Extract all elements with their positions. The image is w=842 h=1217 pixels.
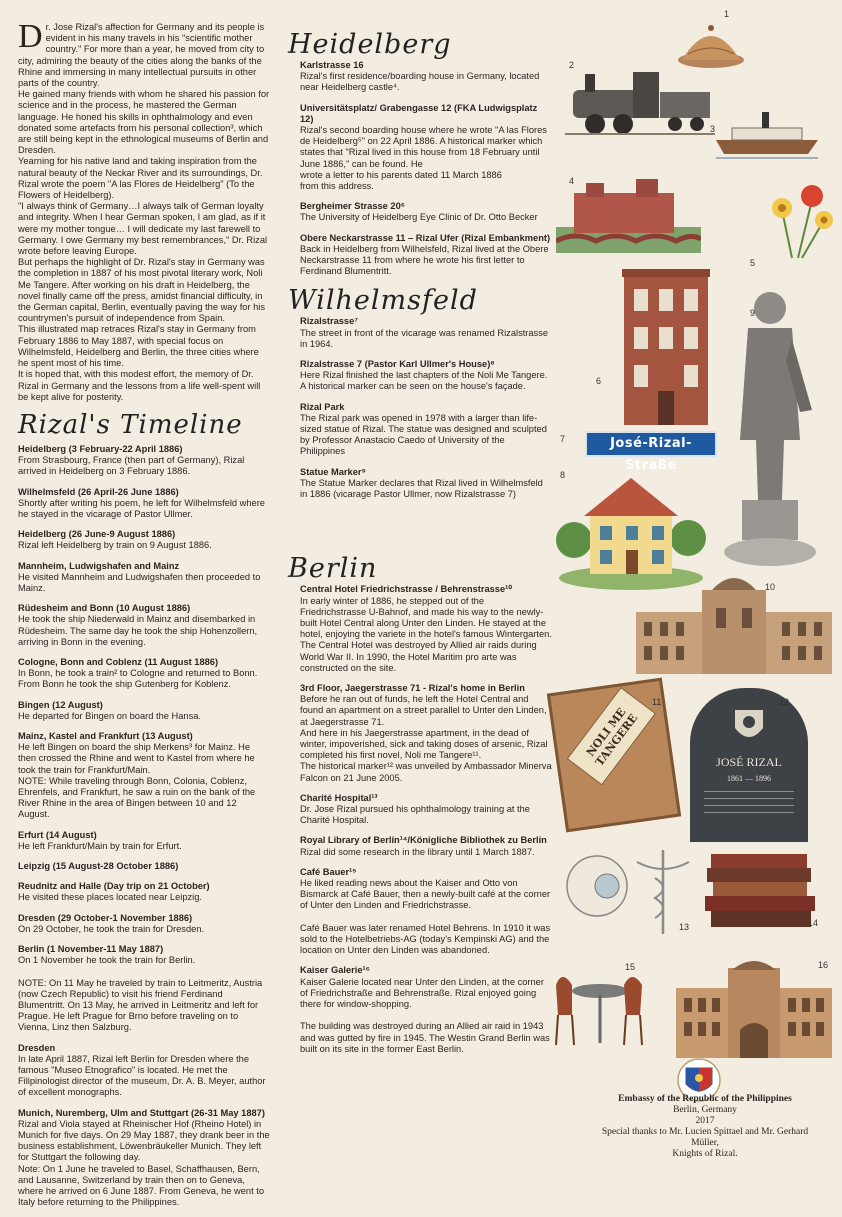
steam-train-illustration <box>565 62 715 140</box>
berlin-entry-text: Dr. Jose Rizal pursued his ophthalmology training at the Charité Hospital. <box>300 803 530 826</box>
berlin-entry <box>300 793 552 827</box>
berlin-entry-text: In early winter of 1886, he stepped out of the Friedrichstrasse U-Bahnof, and made his way to the newly-built Hotel Central along Unter den Linden. He stayed at the hotel, enjoying the varietе in the hotel's famous Wintergarten. The Central Hotel was destroyed by Allied air raids during World War II. In 1990, the Hotel Maritim pro arte was constructed on the site. <box>300 595 552 673</box>
wilhelmsfeld-entry-heading: Rizalstrasse 7 (Pastor Karl Ullmer's House)⁸ <box>300 359 495 370</box>
wilhelmsfeld-entry <box>300 467 552 501</box>
timeline-entry <box>18 830 270 852</box>
timeline-entry-heading: Dresden (29 October-1 November 1886) <box>18 912 193 923</box>
heidelberg-entry-text: Back in Heidelberg from Wilhelsfeld, Rizal lived at the Obere Neckarstrasse 11 from where he wrote his first letter to Ferdinand Blumentritt. <box>300 243 549 277</box>
wilhelmsfeld-entry-heading: Statue Marker⁹ <box>300 466 366 477</box>
book-title: NOLI ME TANGERE <box>567 687 656 785</box>
berlin-entry-heading: 3rd Floor, Jaegerstrasse 71 - Rizal's home in Berlin <box>300 682 525 693</box>
heidelberg-entry <box>300 233 552 278</box>
timeline-entry <box>18 913 270 935</box>
heidelberg-castle-illustration <box>556 175 701 253</box>
seal-icon <box>731 706 767 746</box>
embassy-year: 2017 <box>695 1116 715 1126</box>
timeline-entry-text: Rizal and Viola stayed at Rheinischer Hof (Rheino Hotel) in Munich for five days. On 29 May 1887, they drank beer in the business establishment, Löwenbräukeller Munich. They left for Stuttgart the following day. Note: On 1 June he traveled to Basel, Schaffhausen, Bern, and Lausanne, Switzerland by train then on to Geneva, where he arrived on 6 June 1887. From Geneva, he went to Italy before returning to the Philippines. <box>18 1118 270 1208</box>
timeline-entry-heading: Heidelberg (3 February-22 April 1886) <box>18 443 183 454</box>
timeline-entry-text: On 1 November he took the train for Berlin. NOTE: On 11 May he traveled by train to Leitmeritz, Austria (now Czech Republic) to visit his friend Ferdinand Blumentritt. On 13 May, he arrived in Leitmeritz and left for Prague. He left Prague for Brno before traveling on to Vienna, Linz then Salzburg. <box>18 955 263 1033</box>
berlin-entry-heading: Central Hotel Friedrichstrasse / Behrenstrasse¹⁰ <box>300 584 512 595</box>
timeline-list <box>18 444 270 1209</box>
heidelberg-entry-text: Rizal's second boarding house where he wrote "A las Flores de Heidelberg⁵" on 22 April 1886. A historical marker which states that "Rizal lived in this house from 18 February until June 1886," can be found. He wrote a letter to his parents dated 11 March 1886 from this address. <box>300 125 547 192</box>
timeline-entry <box>18 861 270 872</box>
intro-paragraph: It is hoped that, with this modest effort, the memory of Dr. Rizal in Germany and the lessons from a life well-spent will be kept alive for posterity. <box>18 369 261 402</box>
illustration-number: 12 <box>779 697 790 707</box>
rizal-statue-illustration <box>720 280 820 570</box>
timeline-entry <box>18 700 270 722</box>
heidelberg-entry-heading: Obere Neckarstrasse 11 – Rizal Ufer (Rizal Embankment) <box>300 232 551 243</box>
timeline-entry-heading: Munich, Nuremberg, Ulm and Stuttgart (26-31 May 1887) <box>18 1107 265 1118</box>
timeline-entry-text: He took the ship Niederwald in Mainz and disembarked in Rüdesheim. The same day he took the ship Hohenzollern, arriving in Bonn in the evening. <box>18 614 258 647</box>
heidelberg-entry <box>300 60 552 94</box>
eye-and-caduceus-illustration <box>565 842 695 937</box>
berlin-entry <box>300 683 552 784</box>
timeline-entry-heading: Bingen (12 August) <box>18 699 103 710</box>
berlin-entry-heading: Charité Hospital¹³ <box>300 792 378 803</box>
timeline-entry-heading: Leipzig (15 August-28 October 1886) <box>18 861 179 871</box>
plaque-years: 1861 — 1896 <box>727 774 771 783</box>
intro-lead <box>18 18 270 89</box>
intro-paragraph: But perhaps the highlight of Dr. Rizal's stay in Germany was the completion in 1887 of his most pivotal literary work, Noli Me Tangere. After working on his draft in Heidelberg, the novel finally came off the press, amidst financial difficulty, in the German capital, Berlin, eventually paving the way for his countrymen's pursuit of independence from Spain. <box>18 257 266 324</box>
timeline-entry-text: From Strasbourg, France (then part of Germany), Rizal arrived in Heidelberg on 3 February 1886. <box>18 455 245 477</box>
heidelberg-entry-heading: Karlstrasse 16 <box>300 60 364 70</box>
timeline-entry <box>18 529 270 551</box>
illustration-number: 2 <box>569 60 575 70</box>
special-thanks: Special thanks to Mr. Lucien Spittael and Mr. Gerhard Müller, <box>601 1127 809 1148</box>
timeline-entry-text: Rizal left Heidelberg by train on 9 August 1886. <box>18 540 212 551</box>
timeline-entry <box>18 944 270 1034</box>
illustration-number: 16 <box>818 960 829 970</box>
wilhelmsfeld-entry <box>300 316 552 350</box>
timeline-heading: Rizal's Timeline <box>18 409 243 440</box>
berlin-entry-heading: Café Bauer¹⁵ <box>300 866 357 877</box>
special-thanks-org: Knights of Rizal. <box>672 1149 738 1159</box>
timeline-entry-text: In late April 1887, Rizal left Berlin for Dresden where the famous "Museo Etnografico" is located. He met the Filipinologist director of the museum, Dr. A. B. Meyer, author of excellent monographs. <box>18 1053 266 1098</box>
berlin-entry <box>300 584 552 674</box>
intro-lead-text: r. Jose Rizal's affection for Germany and its people is evident in his many travels in his "scientific mother country." For more than a year, he moved from city to city, admiring the beauty of the cities along the banks of the Rhine and immersing in many intellectual pursuits in other parts of the country. <box>18 22 265 89</box>
timeline-entry <box>18 561 270 595</box>
wilhelmsfeld-entry-text: The Statue Marker declares that Rizal lived in Wilhelmsfeld in 1886 (vicarage Pastor Ullmer, now Rizalstrasse 7) <box>300 477 543 500</box>
embassy-city: Berlin, Germany <box>673 1105 737 1115</box>
flowers-illustration <box>762 180 836 260</box>
timeline-entry <box>18 603 270 648</box>
historical-marker-illustration <box>690 688 808 842</box>
left-column <box>18 18 270 1217</box>
heidelberg-section <box>300 60 552 277</box>
timeline-entry-heading: Heidelberg (26 June-9 August 1886) <box>18 529 176 540</box>
drop-cap: D <box>18 18 43 55</box>
illustration-number: 11 <box>652 697 662 707</box>
timeline-entry-heading: Wilhelmsfeld (26 April-26 June 1886) <box>18 486 179 497</box>
timeline-entry-text: He left Frankfurt/Main by train for Erfurt. <box>18 840 182 851</box>
berlin-entry <box>300 835 552 857</box>
illustration-number: 9 <box>750 308 756 318</box>
street-sign: José-Rizal-Straße <box>585 431 717 457</box>
wilhelmsfeld-section <box>300 316 552 500</box>
embassy-name: Embassy of the Republic of the Philippines <box>618 1094 792 1104</box>
illustration-number: 7 <box>560 434 566 444</box>
kaiser-galerie-illustration <box>668 958 840 1060</box>
timeline-entry-heading: Erfurt (14 August) <box>18 829 97 840</box>
timeline-entry <box>18 881 270 903</box>
illustration-number: 6 <box>596 376 602 386</box>
timeline-entry-text: He visited these places located near Leipzig. <box>18 892 202 903</box>
illustration-number: 1 <box>724 9 730 19</box>
wilhelmsfeld-entry-heading: Rizal Park <box>300 401 345 412</box>
illustration-number: 3 <box>710 124 716 134</box>
illustration-number: 5 <box>750 258 756 268</box>
wilhelmsfeld-entry-text: The Rizal park was opened in 1978 with a larger than life-sized statue of Rizal. The statue was designed and sculpted by Professor Anastacio Caedo of University of the Philippines <box>300 412 547 457</box>
illustration-number: 8 <box>560 470 566 480</box>
heidelberg-entry-text: Rizal's first residence/boarding house in Germany, located near Heidelberg castle⁴. <box>300 71 540 93</box>
intro-paragraph: "I always think of Germany…I always talk of German loyalty and integrity. When I hear German spoken, I am glad, as if it were my mother tongue… I will dedicate my last farewell to Germany. I owe Germany my best remembrances," Dr. Rizal wrote before leaving Europe. <box>18 201 268 257</box>
illustration-number: 15 <box>625 962 636 972</box>
timeline-entry-text: Shortly after writing his poem, he left for Wilhelmsfeld where he stayed in the vicarage of Pastor Ullmer. <box>18 497 265 519</box>
berlin-heading: Berlin <box>288 553 378 585</box>
berlin-entry <box>300 867 552 957</box>
heidelberg-entry-heading: Bergheimer Strasse 20⁶ <box>300 201 406 212</box>
paddle-steamer-illustration <box>712 110 822 162</box>
timeline-entry-text: On 29 October, he took the train for Dresden. <box>18 923 205 934</box>
intro-paragraph: He gained many friends with whom he shared his passion for science and in the process, he mastered the German language. He honed his skills in ophthalmology and even donated some artefacts from his personal collection³, which are still being kept in the ethnological museums of Berlin and Dresden. <box>18 89 270 156</box>
timeline-entry-heading: Reudnitz and Halle (Day trip on 21 October) <box>18 881 210 892</box>
heidelberg-entry-heading: Universitätsplatz/ Grabengasse 12 (FKA Ludwigsplatz 12) <box>300 102 538 124</box>
timeline-entry <box>18 487 270 521</box>
berlin-section <box>300 584 552 1055</box>
illustration-number: 14 <box>808 918 819 928</box>
heidelberg-entry <box>300 103 552 193</box>
book-stack-illustration <box>705 850 820 935</box>
embassy-credits <box>596 1094 814 1160</box>
timeline-entry-heading: Cologne, Bonn and Coblenz (11 August 1886) <box>18 656 219 667</box>
berlin-entry <box>300 965 552 1055</box>
vicarage-building-illustration <box>620 265 712 425</box>
timeline-entry <box>18 1043 270 1099</box>
timeline-entry-heading: Mainz, Kastel and Frankfurt (13 August) <box>18 730 193 741</box>
timeline-entry <box>18 657 270 691</box>
timeline-entry-text: He departed for Bingen on board the Hansa. <box>18 710 201 721</box>
timeline-entry <box>18 731 270 821</box>
middle-column <box>288 29 552 1064</box>
wilhelmsfeld-heading: Wilhelmsfeld <box>288 285 478 317</box>
illustration-number: 4 <box>569 176 575 186</box>
timeline-entry <box>18 1108 270 1209</box>
timeline-entry <box>18 444 270 478</box>
wilhelmsfeld-entry-text: Here Rizal finished the last chapters of the Noli Me Tangere. A historical marker can be seen on the house's façade. <box>300 370 548 392</box>
heidelberg-heading: Heidelberg <box>288 29 452 60</box>
wilhelmsfeld-entry-heading: Rizalstrasse⁷ <box>300 316 359 327</box>
timeline-entry-heading: Rüdesheim and Bonn (10 August 1886) <box>18 603 191 614</box>
berlin-entry-text: He liked reading news about the Kaiser and Otto von Bismarck at Café Bauer, then a newly-built café at the corner of Unter den Linden and Friedrichstrasse. Café Bauer was later renamed Hotel Behrens. In 1910 it was sold to the Hotelbetriebs-AG (today's Kempinski AG) and the location on Unter den Linden was abandoned. <box>300 877 551 956</box>
timeline-entry-text: He visited Mannheim and Ludwigshafen then proceeded to Mainz. <box>18 571 261 593</box>
wilhelmsfeld-entry-text: The street in front of the vicarage was renamed Rizalstrasse in 1964. <box>300 327 549 349</box>
wilhelmsfeld-entry <box>300 402 552 458</box>
illustration-number: 13 <box>679 922 690 932</box>
heidelberg-entry <box>300 201 552 223</box>
central-hotel-illustration <box>632 568 837 678</box>
berlin-entry-heading: Royal Library of Berlin¹⁴/Königliche Bibliothek zu Berlin <box>300 835 547 846</box>
plaque-title: JOSÉ RIZAL <box>716 755 782 769</box>
illustration-number: 10 <box>765 582 776 592</box>
berlin-entry-text: Before he ran out of funds, he left the Hotel Central and found an apartment on a street parallel to Unter den Linden, at Jaegerstrasse 71. And here in his Jaegerstrasse apartment, in the dead of winter, impoverished, sick and taking doses of arsenic, Rizal completed his first novel, Noli me Tangere¹¹. The historical marker¹² was unveiled by Ambassador Minerva Falcon on 21 June 2005. <box>300 694 552 783</box>
wilhelmsfeld-entry <box>300 359 552 393</box>
heidelberg-entry-text: The University of Heidelberg Eye Clinic of Dr. Otto Becker <box>300 212 538 223</box>
timeline-entry-text: He left Bingen on board the ship Merkens³ for Mainz. He then crossed the Rhine and went to Kastel from where he took the train for Frankfurt/Main. NOTE: While traveling through Bonn, Colonia, Coblenz, Ehrenfels, and Frankfurt, he saw a ruin on the bank of the River Rhine in the area of Bingen between 10 and 12 August. <box>18 742 256 820</box>
intro <box>18 18 270 403</box>
intro-paragraph: Yearning for his native land and taking inspiration from the natural beauty of the Neckar River and its surroundings, Dr. Rizal wrote the poem "A las Flores de Heidelberg" (To the Flowers of Heidelberg). <box>18 156 263 201</box>
berlin-entry-text: Rizal did some research in the library until 1 March 1887. <box>300 846 535 857</box>
timeline-entry-heading: Berlin (1 November-11 May 1887) <box>18 944 164 955</box>
timeline-entry-heading: Mannheim, Ludwigshafen and Mainz <box>18 560 180 571</box>
timeline-entry-text: In Bonn, he took a train² to Cologne and returned to Bonn. From Bonn he took the ship Gutenberg for Koblenz. <box>18 668 258 690</box>
timeline-entry-heading: Dresden <box>18 1042 56 1053</box>
berlin-entry-text: Kaiser Galerie located near Unter den Linden, at the corner of Friedrichstraße and Behrenstraße. Rizal enjoyed going there for window-shopping. The building was destroyed during an Allied air raid in 1943 and was gutted by fire in 1945. The Westin Grand Berlin was built on its site in the former East Berlin. <box>300 976 550 1054</box>
intro-paragraph: This illustrated map retraces Rizal's stay in Germany from February 1886 to May 1887, with special focus on Wilhelmsfeld, Heidelberg and Berlin, the three cities where he spent most of his time. <box>18 324 259 369</box>
berlin-entry-heading: Kaiser Galerie¹⁶ <box>300 965 370 976</box>
